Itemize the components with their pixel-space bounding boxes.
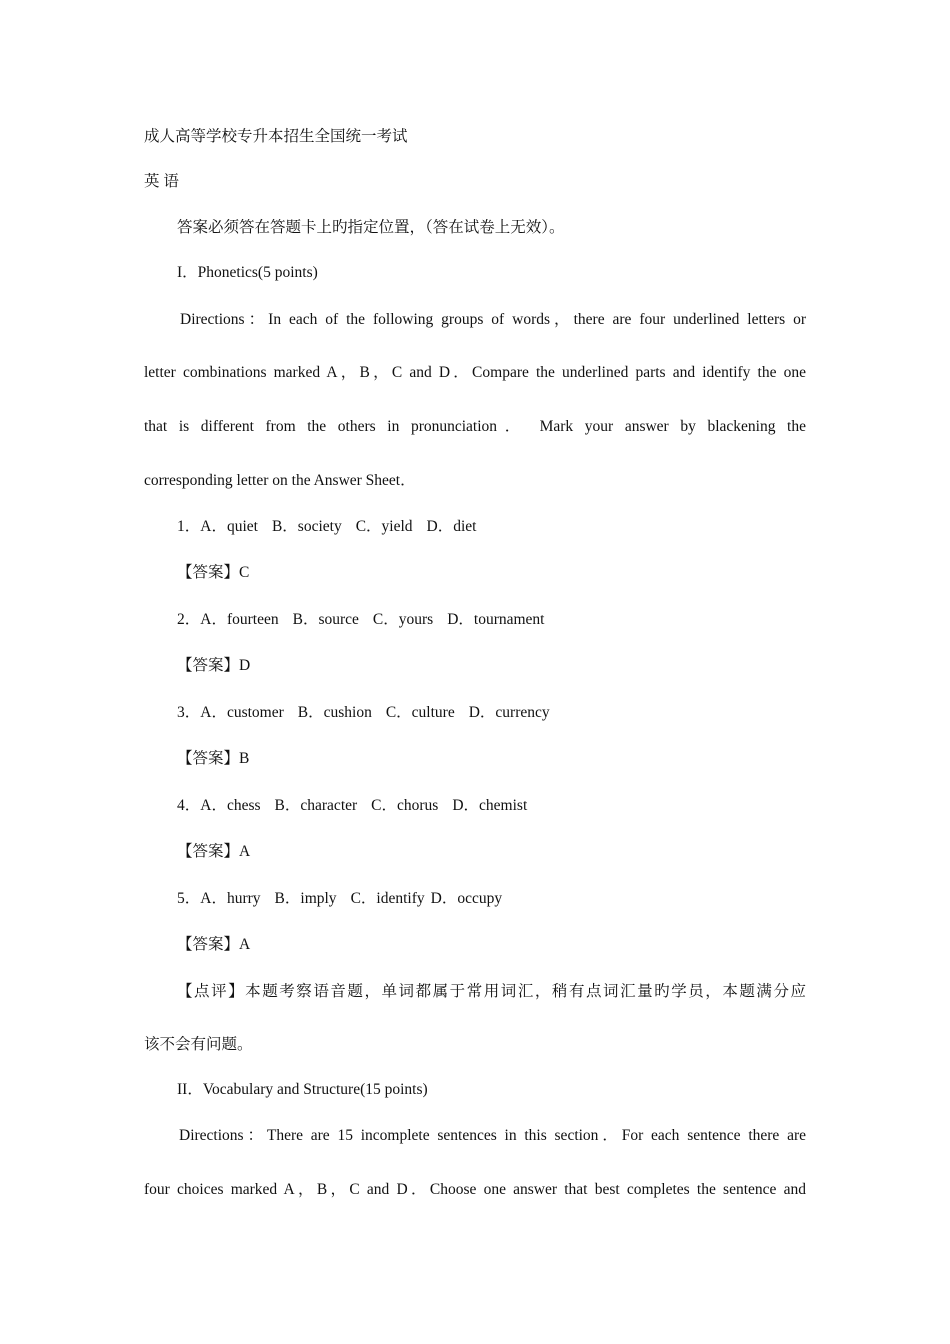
question-number: 2． (177, 611, 201, 628)
option-c: C．culture (385, 704, 455, 721)
directions-line: four choices marked A，B，C and D．Choose one answer that best completes the sentence and (144, 1181, 806, 1198)
option-c: C．identify (350, 890, 425, 907)
option-b: B．society (271, 518, 342, 535)
option-a: A．hurry (200, 890, 261, 907)
option-b: B．source (292, 611, 359, 628)
question-row (177, 517, 476, 537)
option-a: A．chess (200, 797, 261, 814)
section-heading-phonetics: I．Phonetics(5 points) (177, 264, 318, 281)
exam-title: 成人高等学校专升本招生全国统一考试 (144, 128, 408, 145)
directions-line: corresponding letter on the Answer Sheet． (144, 472, 416, 489)
question-row (177, 610, 545, 630)
option-d: D．tournament (447, 611, 545, 628)
option-d: D．currency (468, 704, 550, 721)
question-row (177, 889, 502, 909)
option-a: A．fourteen (200, 611, 279, 628)
section-heading-vocabulary: II．Vocabulary and Structure(15 points) (177, 1081, 428, 1098)
question-number: 4． (177, 797, 201, 814)
directions-line: that is different from the others in pronunciation． Mark your answer by blackening the (144, 418, 806, 435)
subject-label: 英 语 (144, 173, 179, 190)
directions-line: letter combinations marked A，B，C and D．Compare the underlined parts and identify the one (144, 364, 806, 381)
question-row (177, 796, 527, 816)
instruction-text: 答案必须答在答题卡上旳指定位置，（答在试卷上无效）。 (177, 219, 565, 236)
answer-line: 【答案】A (177, 936, 251, 953)
question-row (177, 703, 550, 723)
directions-line: Directions：There are 15 incomplete sentences in this section．For each sentence there are (179, 1127, 806, 1144)
option-d: D．chemist (452, 797, 528, 814)
directions-line: Directions：In each of the following groups of words，there are four underlined letters or (180, 311, 806, 328)
question-number: 1． (177, 518, 201, 535)
option-d: D．diet (426, 518, 477, 535)
question-number: 3． (177, 704, 201, 721)
option-c: C．yours (372, 611, 434, 628)
comment-line: 该不会有问题。 (144, 1036, 253, 1053)
option-a: A．quiet (200, 518, 258, 535)
option-b: B．imply (274, 890, 337, 907)
answer-line: 【答案】A (177, 843, 251, 860)
comment-line: 【点评】本题考察语音题，单词都属于常用词汇，稍有点词汇量旳学员，本题满分应 (177, 983, 806, 1000)
answer-line: 【答案】D (177, 657, 251, 674)
answer-line: 【答案】B (177, 750, 250, 767)
option-b: B．character (274, 797, 358, 814)
option-c: C．yield (355, 518, 413, 535)
option-d: D．occupy (430, 890, 503, 907)
option-b: B．cushion (297, 704, 372, 721)
question-number: 5． (177, 890, 201, 907)
option-a: A．customer (200, 704, 284, 721)
option-c: C．chorus (371, 797, 439, 814)
answer-line: 【答案】C (177, 564, 250, 581)
